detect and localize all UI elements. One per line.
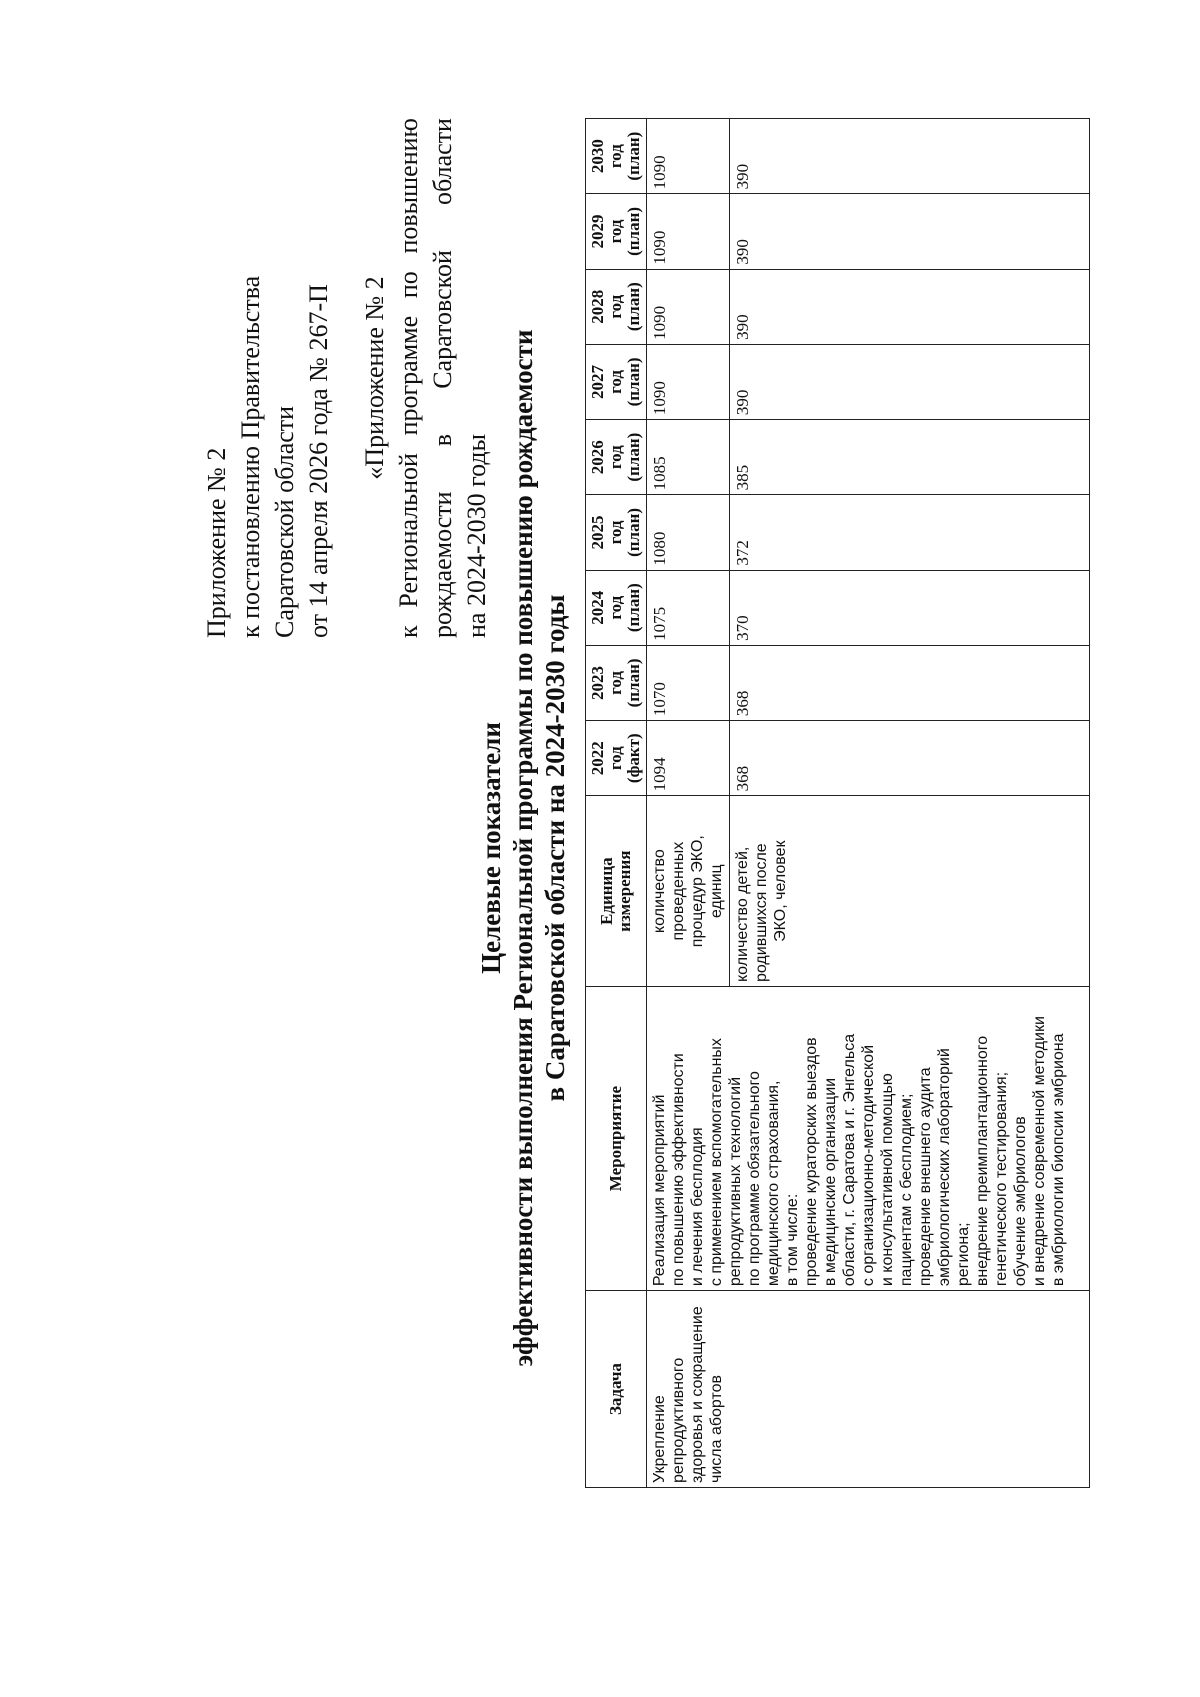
value-cell: 390 [730,269,1090,344]
value-cell: 1090 [647,269,730,344]
header-word: по [394,271,423,299]
value-cell: 1090 [647,344,730,419]
year-word: год [606,144,625,169]
header-line: Приложение № 2 [202,447,231,638]
header-word: Региональной [394,453,423,608]
year-number: 2022 [588,741,607,776]
value-cell: 390 [730,344,1090,419]
year-number: 2023 [588,665,607,700]
title-line: эффективности выполнения Региональной программы по повышению рождаемости [508,329,538,1367]
unit-line: родившихся после [753,843,770,983]
year-word: год [606,746,625,771]
year-type: (план) [624,432,643,482]
task-line: здоровья и сокращение [689,1306,706,1483]
unit-cell [730,796,1090,987]
event-line: и лечения бесплодия [689,1127,706,1287]
event-line: и внедрение современной методики [1031,1016,1048,1287]
value-cell: 390 [730,119,1090,194]
event-line: с организационно-методической [860,1044,877,1287]
year-number: 2025 [588,515,607,550]
value-cell: 385 [730,420,1090,495]
title-line: Целевые показатели [476,722,506,974]
value-cell: 1085 [647,420,730,495]
event-line: Реализация мероприятий [651,1094,668,1287]
event-line: в том числе: [784,1193,801,1287]
value-cell: 1080 [647,495,730,570]
header-word: в [428,433,457,447]
unit-line: количество детей, [734,846,751,983]
header-justified-line [426,118,460,638]
header-word: к [394,625,423,638]
year-type: (план) [624,206,643,256]
appendix-header [200,118,494,638]
task-line: репродуктивного [670,1357,687,1483]
event-line: по программе обязательного [746,1071,763,1287]
unit-cell [647,796,730,987]
table-header-row [586,119,647,1488]
header-line: от 14 апреля 2026 года № 267-П [304,284,333,638]
event-cell [647,987,1090,1291]
event-line: медицинского страхования, [765,1080,782,1287]
event-line: репродуктивных технологий [727,1076,744,1287]
event-line: проведение внешнего аудита [917,1067,934,1287]
unit-line: единиц [708,864,725,919]
unit-line: ЭКО, человек [772,840,789,942]
value-cell: 370 [730,570,1090,645]
header-unit-line: измерения [615,850,634,932]
header-word: программе [394,315,423,436]
task-line: числа абортов [708,1374,725,1483]
title-line: в Саратовской области на 2024-2030 годы [540,594,570,1102]
header-unit [586,796,647,987]
event-line: пациентам с бесплодием; [898,1093,915,1287]
header-line: к постановлению Правительства [236,275,265,638]
event-line: с применением вспомогательных [708,1038,725,1287]
header-year [586,495,647,570]
header-event: Мероприятие [586,987,647,1291]
value-cell: 1090 [647,194,730,269]
year-word: год [606,595,625,620]
header-task: Задача [586,1291,647,1488]
header-year [586,269,647,344]
year-type: (план) [624,507,643,557]
header-word: Саратовской [428,250,457,389]
year-word: год [606,670,625,695]
year-number: 2024 [588,590,607,625]
rotated-page [80,68,1120,1628]
unit-line: процедур ЭКО, [689,835,706,948]
value-cell: 1090 [647,119,730,194]
event-line: региона; [955,1222,972,1287]
year-word: год [606,219,625,244]
unit-line: количество [651,849,668,934]
header-word: рождаемости [428,491,457,638]
event-line: области, г. Саратова и г. Энгельса [841,1033,858,1287]
event-line: эмбриологических лабораторий [936,1048,953,1287]
year-type: (план) [624,583,643,633]
year-number: 2028 [588,289,607,324]
year-word: год [606,294,625,319]
year-word: год [606,369,625,394]
event-line: в медицинские организации [822,1077,839,1287]
event-line: в эмбриологии биопсии эмбриона [1050,1033,1067,1287]
event-line: внедрение преимплантационного [974,1035,991,1287]
document-title [475,68,571,1628]
indicators-table [585,118,1090,1488]
event-line: по повышению эффективности [670,1053,687,1287]
year-type: (план) [624,357,643,407]
value-cell: 1070 [647,645,730,720]
header-word: повышению [394,118,423,254]
event-line: проведение кураторских выездов [803,1037,820,1287]
event-line: генетического тестирования; [993,1071,1010,1287]
year-number: 2029 [588,214,607,249]
header-unit-line: Единица [597,857,616,925]
task-cell [647,1291,1090,1488]
task-line: Укрепление [651,1395,668,1483]
table-row [647,119,730,1488]
value-cell: 372 [730,495,1090,570]
header-year [586,570,647,645]
header-year [586,344,647,419]
year-word: год [606,520,625,545]
value-cell: 368 [730,721,1090,796]
header-year [586,645,647,720]
year-word: год [606,445,625,470]
year-type: (план) [624,131,643,181]
unit-line: проведенных [670,841,687,941]
year-number: 2026 [588,440,607,475]
value-cell: 368 [730,645,1090,720]
year-type: (план) [624,658,643,708]
year-number: 2027 [588,364,607,399]
header-line: «Приложение № 2 [360,276,389,480]
header-word: области [428,118,457,205]
event-line: обучение эмбриологов [1012,1116,1029,1287]
value-cell: 390 [730,194,1090,269]
header-justified-line [392,118,426,638]
event-line: и консультативной помощью [879,1073,896,1287]
year-number: 2030 [588,139,607,174]
year-type: (план) [624,282,643,332]
header-year [586,194,647,269]
header-year [586,119,647,194]
header-year [586,721,647,796]
year-type: (факт) [624,733,643,784]
value-cell: 1094 [647,721,730,796]
header-line: Саратовской области [270,405,299,638]
value-cell: 1075 [647,570,730,645]
header-line: на 2024-2030 годы [462,433,491,638]
header-year [586,420,647,495]
